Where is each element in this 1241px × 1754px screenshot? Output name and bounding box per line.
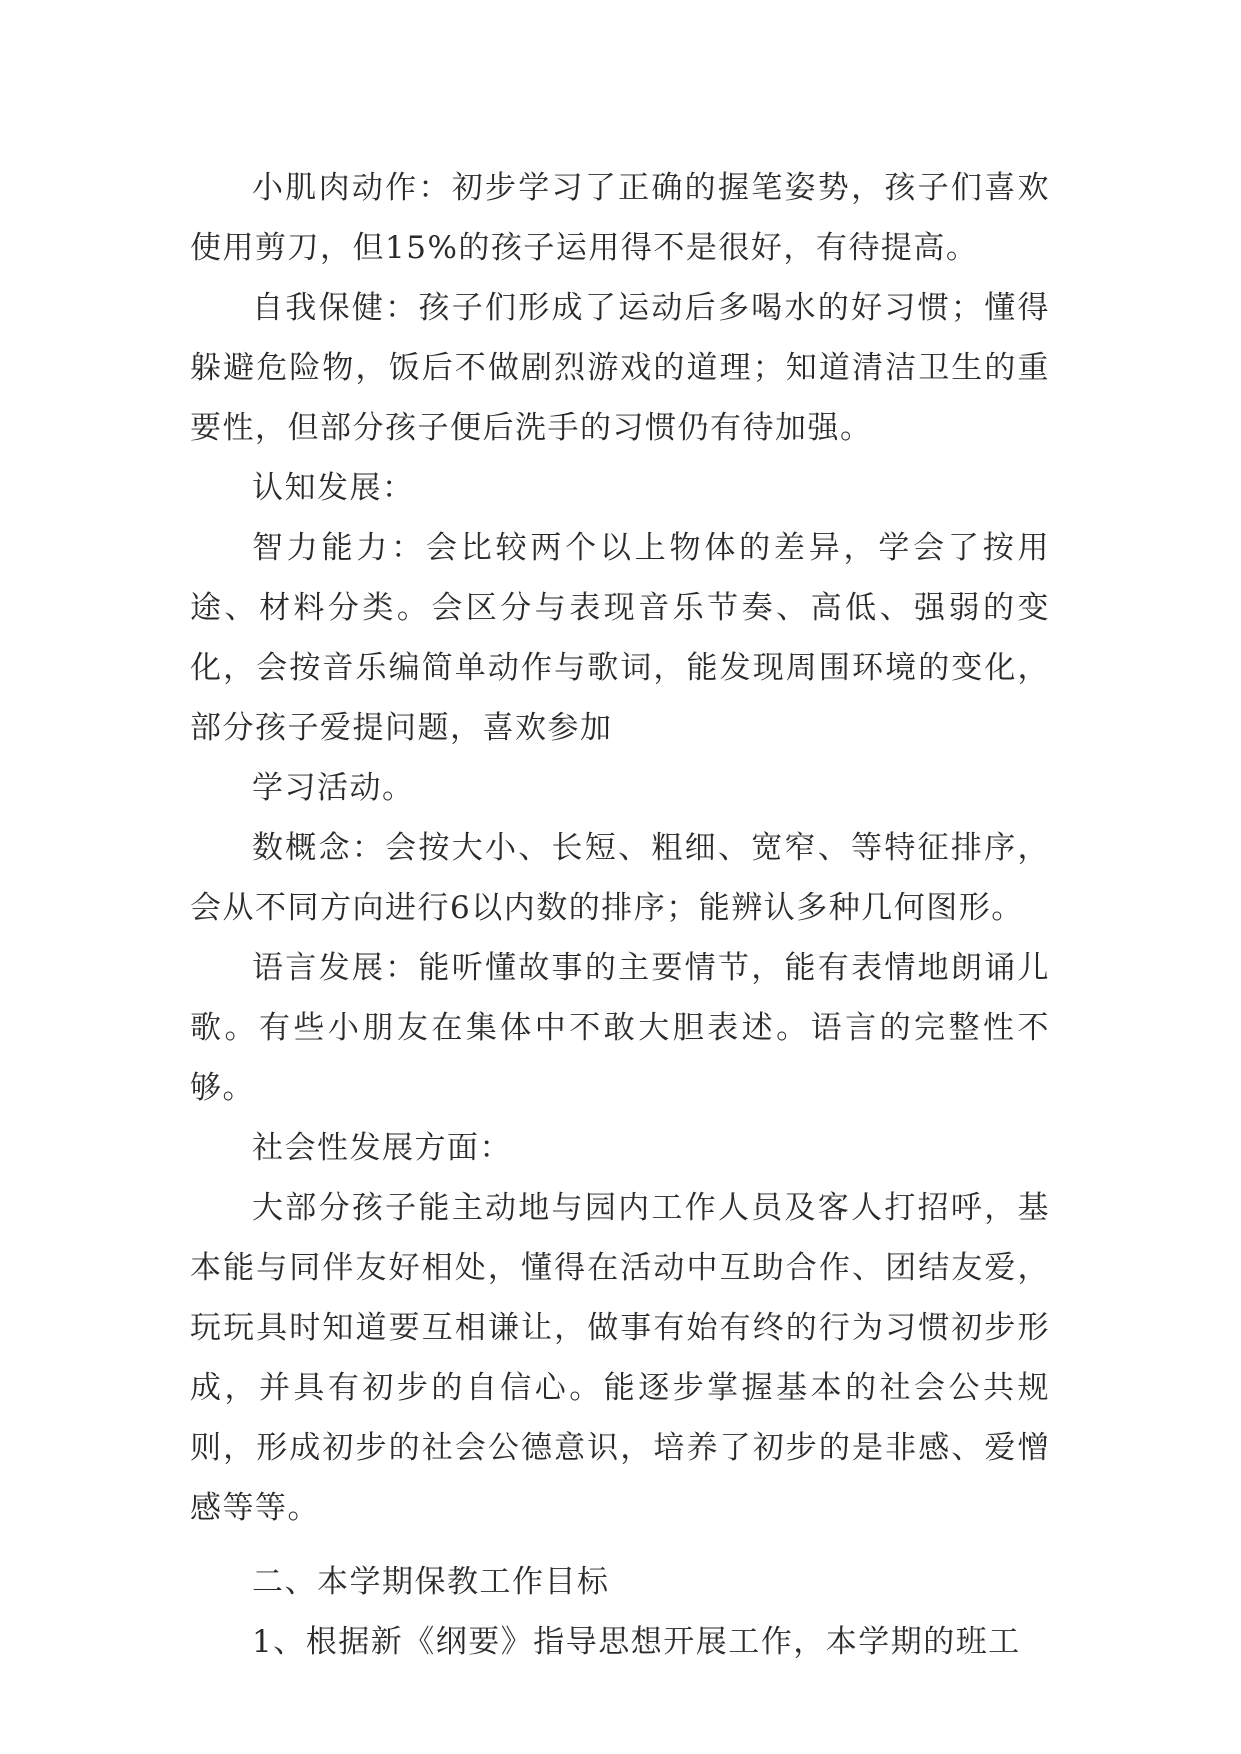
paragraph-intellectual-ability: 智力能力：会比较两个以上物体的差异，学会了按用途、材料分类。会区分与表现音乐节奏、高低、强弱的变化，会按音乐编简单动作与歌词，能发现周围环境的变化，部分孩子爱提问题，喜欢参加 [190,530,1050,746]
heading-social-development: 社会性发展方面： [252,1130,512,1166]
heading-cognitive-development: 认知发展： [252,470,415,506]
paragraph-language-development: 语言发展：能听懂故事的主要情节，能有表情地朗诵儿歌。有些小朋友在集体中不敢大胆表述。语言的完整性不够。 [190,950,1050,1106]
paragraph-goal-1: 1、根据新《纲要》指导思想开展工作，本学期的班工 [252,1624,1021,1660]
paragraph-social-development: 大部分孩子能主动地与园内工作人员及客人打招呼，基本能与同伴友好相处，懂得在活动中互助合作、团结友爱，玩玩具时知道要互相谦让，做事有始有终的行为习惯初步形成，并具有初步的自信心。能逐步掌握基本的社会公共规则，形成初步的社会公德意识，培养了初步的是非感、爱憎感等等。 [190,1190,1050,1526]
paragraph-fine-motor: 小肌肉动作：初步学习了正确的握笔姿势，孩子们喜欢使用剪刀，但15%的孩子运用得不是很好，有待提高。 [190,170,1050,266]
paragraph-learning-activities: 学习活动。 [252,770,415,806]
document-body [190,158,1050,1672]
paragraph-number-concept: 数概念：会按大小、长短、粗细、宽窄、等特征排序，会从不同方向进行6以内数的排序；能辨认多种几何图形。 [190,830,1050,926]
section-heading-goals: 二、本学期保教工作目标 [252,1564,610,1600]
paragraph-self-care: 自我保健：孩子们形成了运动后多喝水的好习惯；懂得躲避危险物，饭后不做剧烈游戏的道理；知道清洁卫生的重要性，但部分孩子便后洗手的习惯仍有待加强。 [190,290,1050,446]
